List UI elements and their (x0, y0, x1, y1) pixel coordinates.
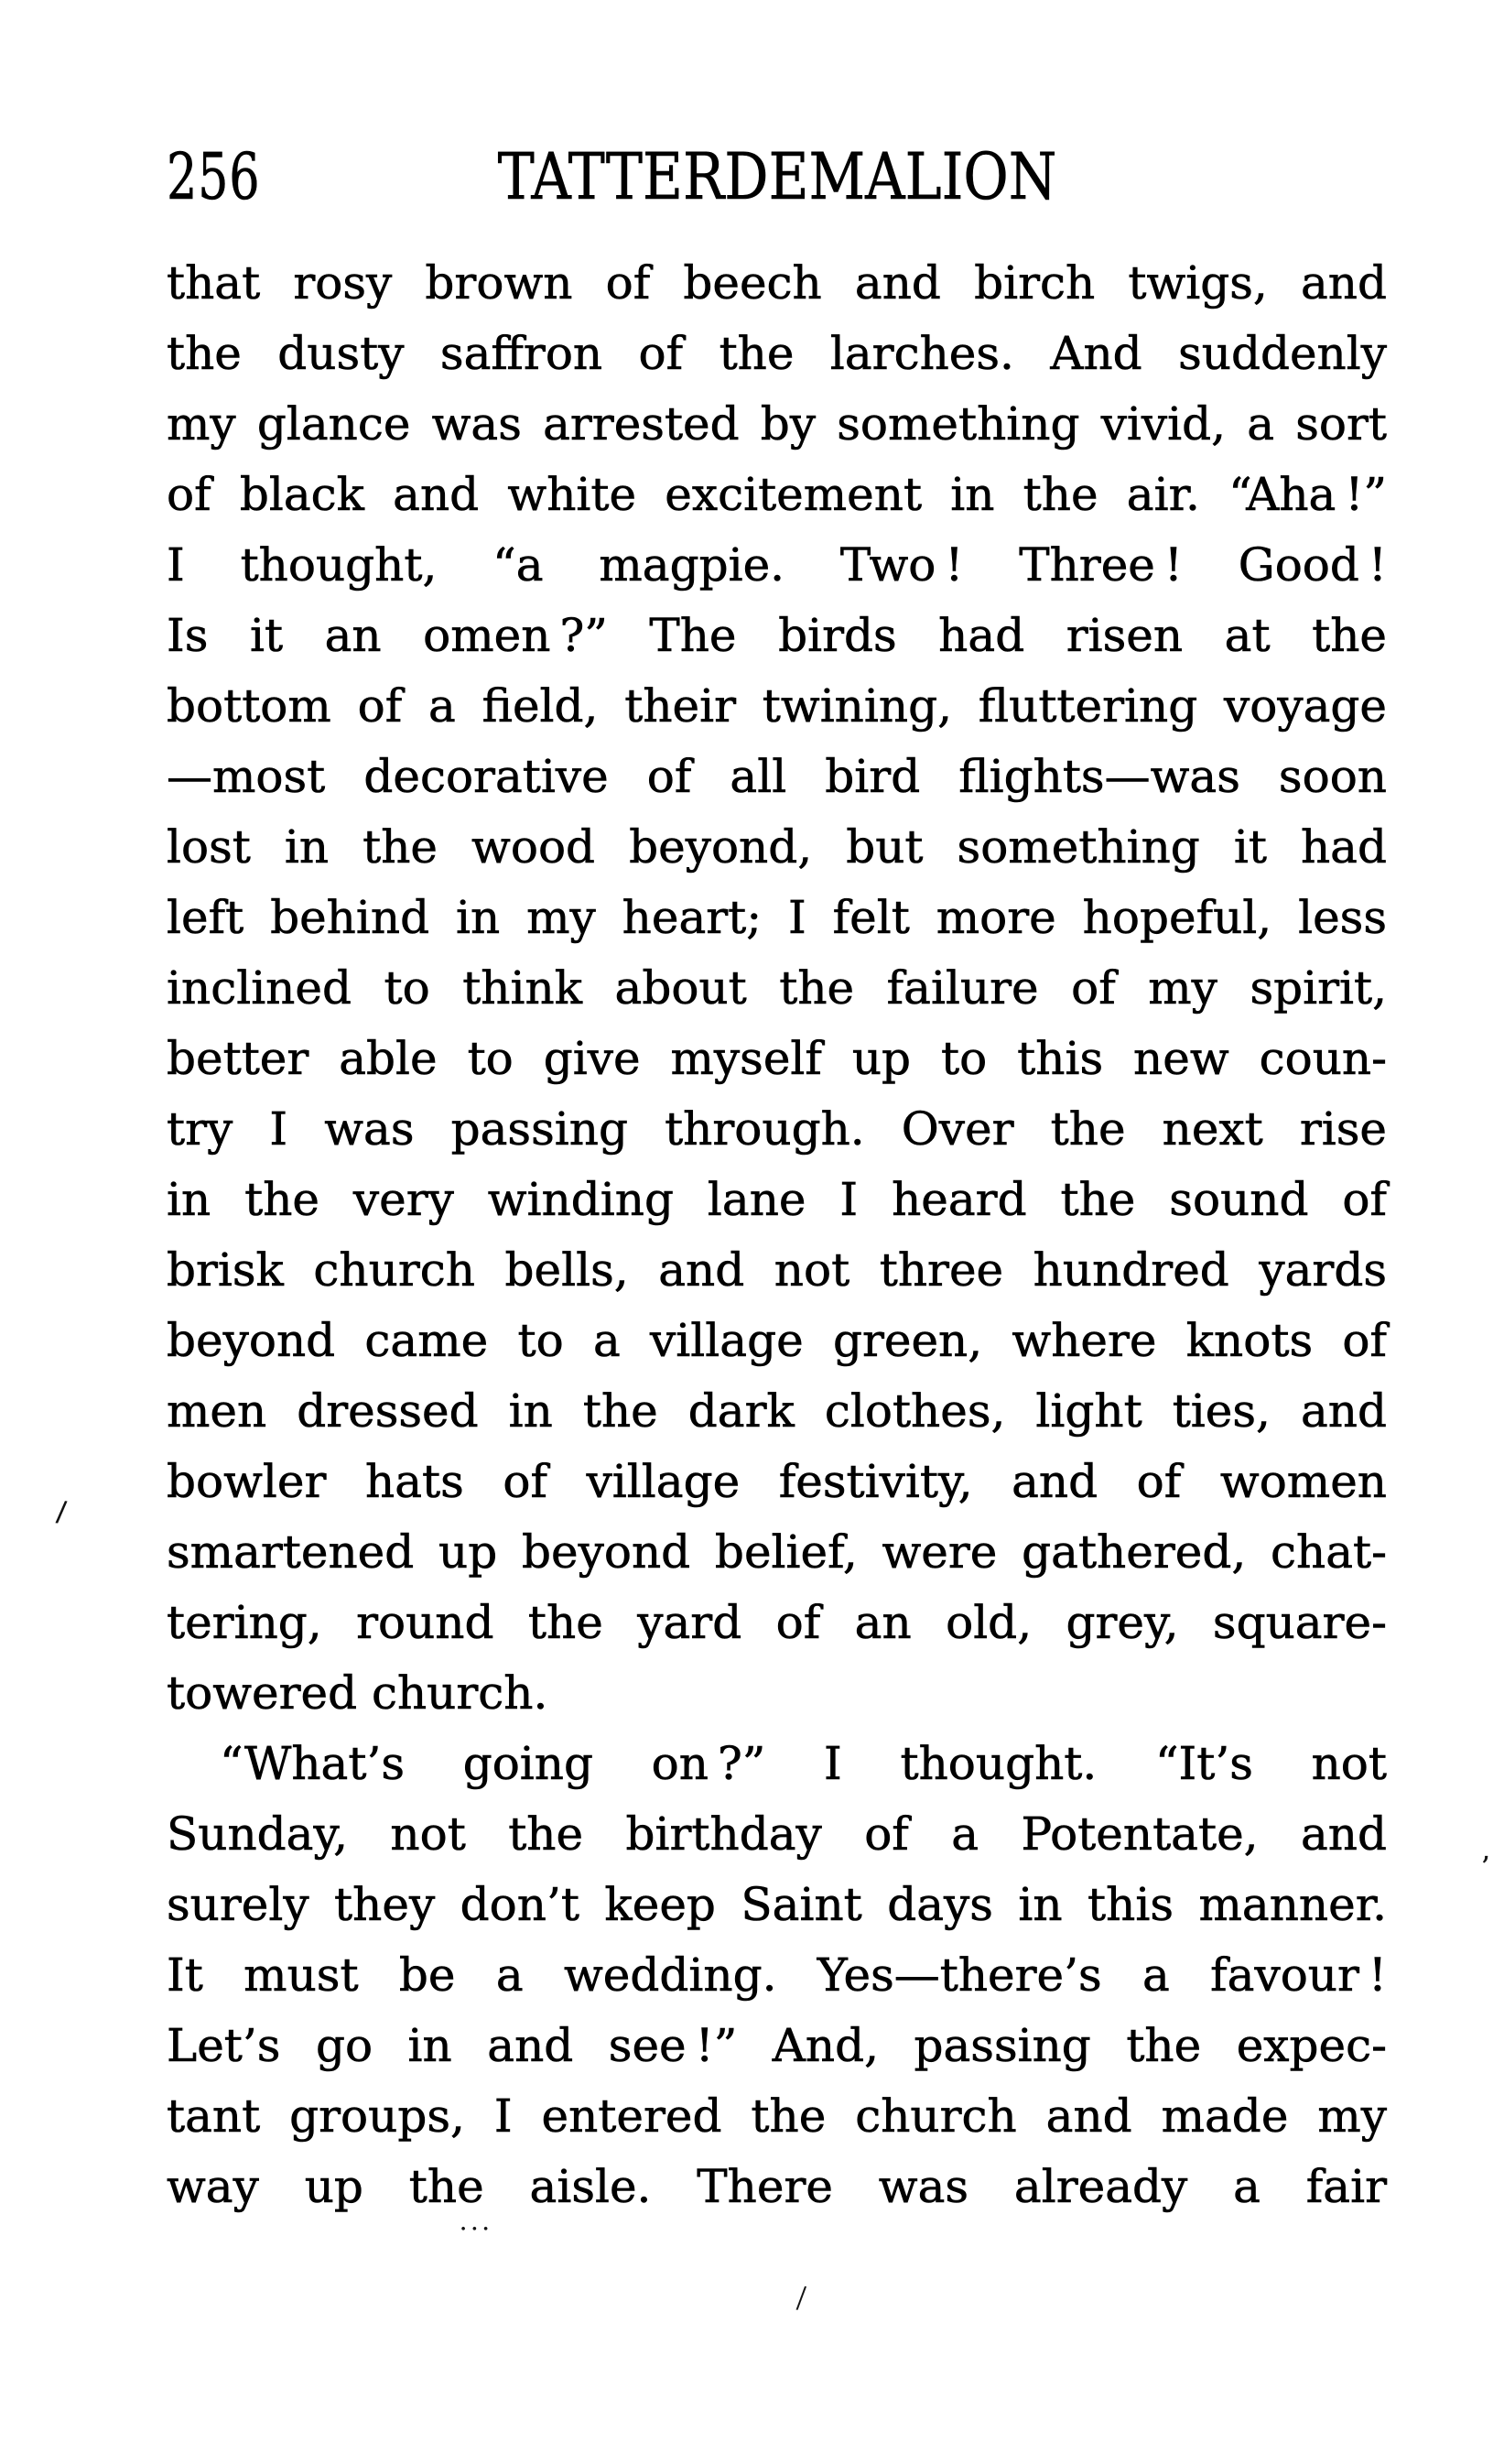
text-line: tering, round the yard of an old, grey, square- (167, 1596, 1387, 1649)
text-line: in the very winding lane I heard the sound of (167, 1173, 1387, 1226)
text-line: Is it an omen ?” The birds had risen at the (167, 609, 1387, 662)
text-line: beyond came to a village green, where knots of (167, 1314, 1387, 1367)
text-line: Sunday, not the birthday of a Potentate, and (167, 1807, 1387, 1861)
page-text (167, 248, 1387, 2222)
text-line: —most decorative of all bird flights—was soon (167, 750, 1387, 803)
text-line: brisk church bells, and not three hundred yards (167, 1243, 1387, 1297)
text-line: the dusty saffron of the larches. And suddenly (167, 327, 1387, 380)
page-header (167, 139, 1387, 214)
text-line: way up the aisle. There was already a fair (167, 2160, 1387, 2213)
page-number: 256 (167, 139, 261, 214)
text-line: smartened up beyond belief, were gathered, chat- (167, 1525, 1387, 1579)
text-line: left behind in my heart; I felt more hopeful, less (167, 891, 1387, 944)
text-line: men dressed in the dark clothes, light ties, and (167, 1384, 1387, 1438)
scan-artifact-dots: ··· (460, 2216, 493, 2243)
text-line-paragraph-start: “What’s going on ?” I thought. “It’s not (220, 1737, 1387, 1790)
scan-artifact-slash-bottom: / (795, 2279, 807, 2316)
scan-artifact-tick-right-margin: ’ (1481, 1851, 1490, 1883)
text-line: of black and white excitement in the air. “Aha !” (167, 468, 1387, 521)
text-line: my glance was arrested by something vivid, a sort (167, 397, 1387, 450)
text-line: tant groups, I entered the church and made my (167, 2090, 1387, 2143)
scan-artifact-slash-left-margin: / (55, 1495, 68, 1529)
text-line: that rosy brown of beech and birch twigs, and (167, 256, 1387, 309)
text-line: bottom of a field, their twining, fluttering voyage (167, 679, 1387, 733)
running-title: TATTERDEMALION (497, 139, 1056, 214)
text-line: try I was passing through. Over the next rise (167, 1102, 1387, 1156)
text-line: bowler hats of village festivity, and of women (167, 1455, 1387, 1508)
text-line: lost in the wood beyond, but something it had (167, 820, 1387, 874)
text-line: I thought, “a magpie. Two ! Three ! Good ! (167, 538, 1387, 592)
text-line: inclined to think about the failure of my spirit, (167, 961, 1387, 1015)
text-line: Let’s go in and see !” And, passing the expec- (167, 2019, 1387, 2072)
text-line: surely they don’t keep Saint days in this manner. (167, 1878, 1387, 1931)
text-line: It must be a wedding. Yes—there’s a favour ! (167, 1948, 1387, 2002)
text-line: better able to give myself up to this new coun- (167, 1032, 1387, 1085)
text-line: towered church. (167, 1666, 548, 1720)
